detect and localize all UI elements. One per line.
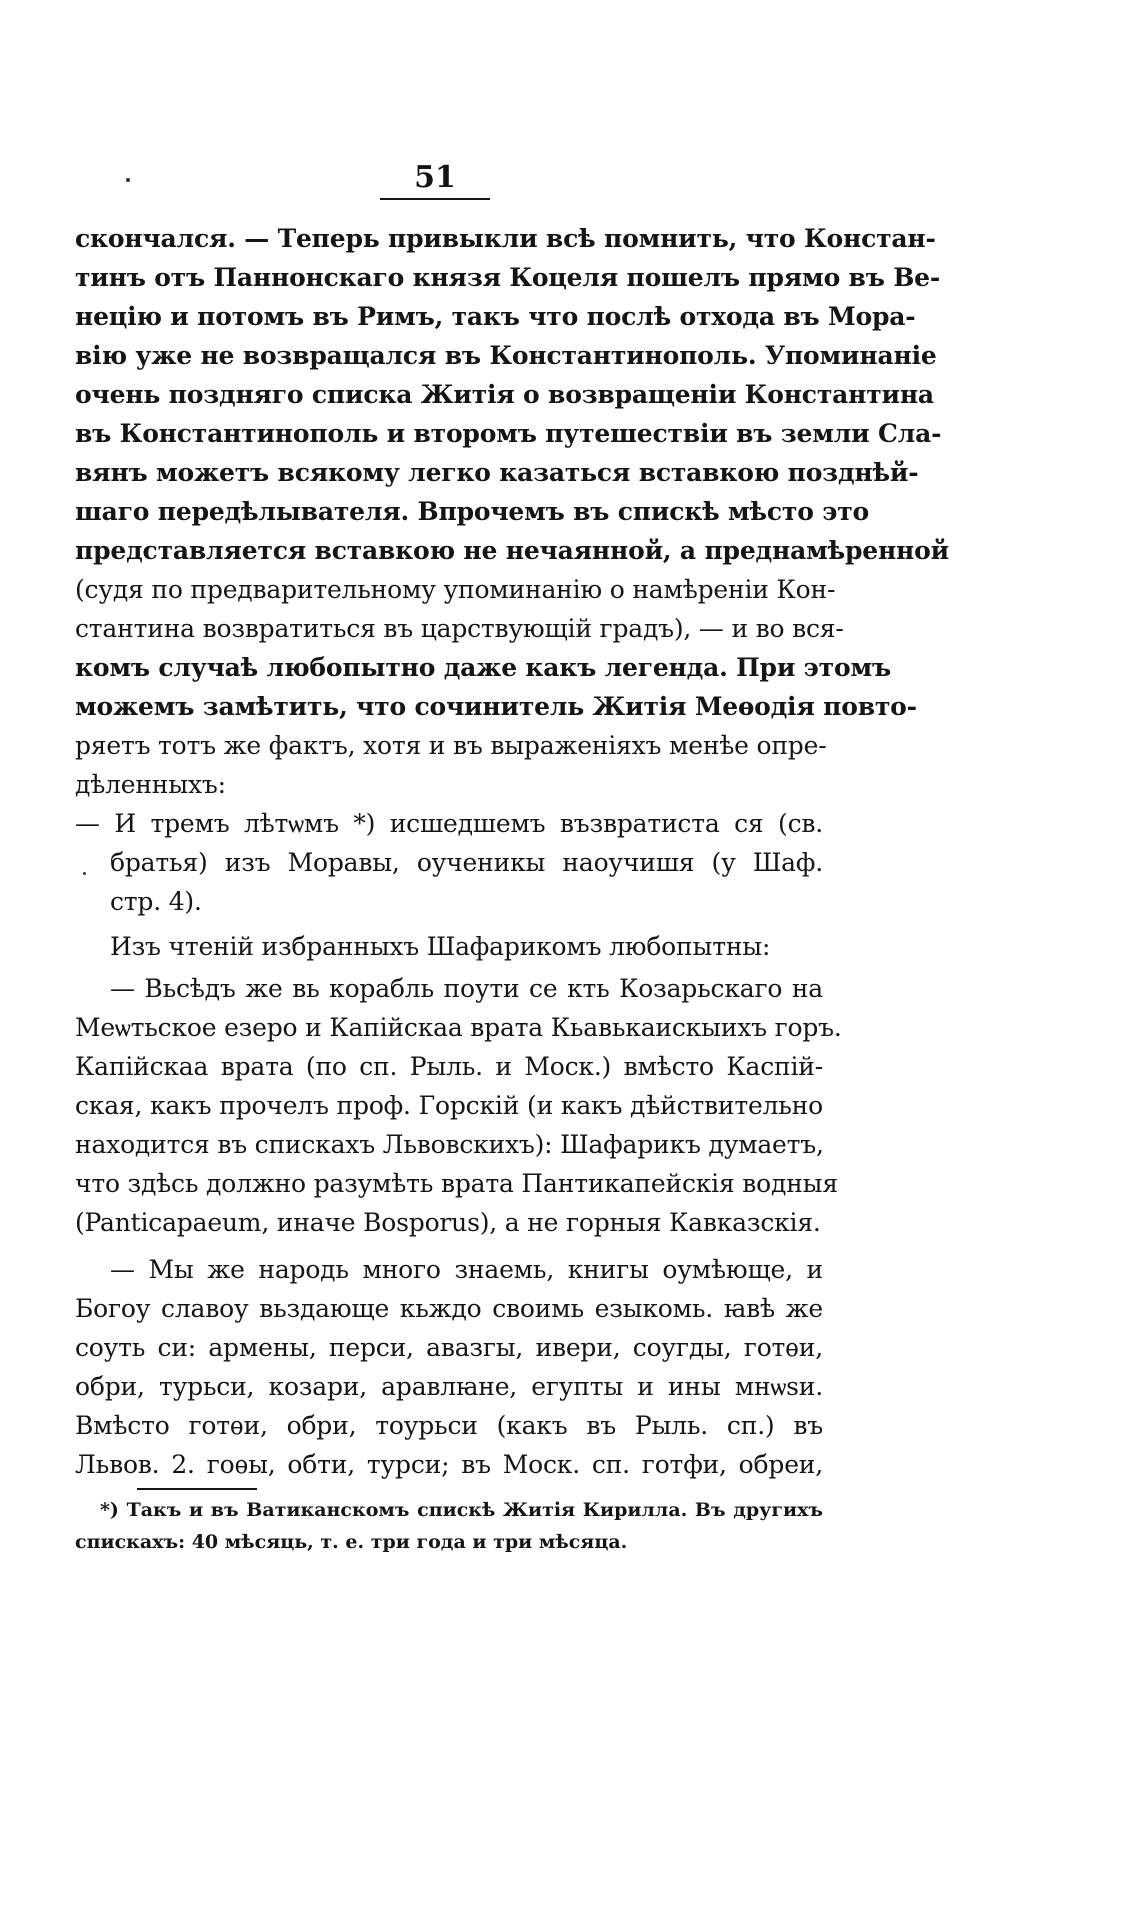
section-lead: Изъ чтеній избранныхъ Шафарикомъ любопытны: [110, 932, 771, 961]
text-line: представляется вставкою не нечаянной, а преднамѣренной [75, 536, 949, 565]
text-line: что здѣсь должно разумѣть врата Пантикапейскія водныя [75, 1169, 838, 1198]
print-speck [126, 178, 130, 182]
page-number: 51 [414, 160, 456, 195]
quote-line: братья) изъ Моравы, оученикы наоучишя (у Шаф. [110, 848, 823, 877]
text-line: Львов. 2. гоѳы, обти, турси; въ Моск. сп. готфи, обреи, [75, 1450, 823, 1479]
text-line: комъ случаѣ любопытно даже какъ легенда. При этомъ [75, 653, 891, 682]
text-line: соуть си: армены, перси, авазгы, ивери, соугды, готѳи, [75, 1333, 823, 1362]
text-line: шаго передѣлывателя. Впрочемъ въ спискѣ мѣсто это [75, 497, 869, 526]
text-line: очень поздняго списка Житія о возвращеніи Константина [75, 380, 934, 409]
text-line: можемъ замѣтить, что сочинитель Житія Меѳодія повто- [75, 692, 917, 721]
text-line: обри, турьси, козари, аравлꙗне, егупты и ины мнѡѕи. [75, 1372, 823, 1401]
text-line: дѣленныхъ: [75, 770, 226, 799]
text-line: Капійскаа врата (по сп. Рыль. и Моск.) вмѣсто Каспій- [75, 1052, 823, 1081]
print-speck [83, 872, 86, 875]
text-line: тинъ отъ Паннонскаго князя Коцеля пошелъ прямо въ Ве- [75, 263, 941, 292]
quote-line: — И тремъ лѣтѡмъ *) исшедшемъ възвратиста ся (св. [75, 809, 823, 838]
quote-line: стр. 4). [110, 887, 202, 916]
text-line: Меѡтьское езеро и Капійскаа врата Кьавькаискыихъ горъ. [75, 1013, 842, 1042]
page-number-rule [380, 198, 490, 200]
text-line: вію уже не возвращался въ Константинополь. Упоминаніе [75, 341, 937, 370]
text-line: Богоу славоу вьздающе кьждо своимь езыкомь. ꙗвѣ же [75, 1294, 823, 1323]
text-line: стантина возвратиться въ царствующій градъ), — и во вся- [75, 614, 844, 643]
text-line: ская, какъ прочелъ проф. Горскій (и какъ дѣйствительно [75, 1091, 823, 1120]
text-line: ряетъ тотъ же фактъ, хотя и въ выраженіяхъ менѣе опре- [75, 731, 827, 760]
text-line: (судя по предварительному упоминанію о намѣреніи Кон- [75, 575, 836, 604]
footnote-line: *) Такъ и въ Ватиканскомъ спискѣ Житія Кирилла. Въ другихъ [100, 1499, 823, 1521]
text-line: скончался. — Теперь привыкли всѣ помнить, что Констан- [75, 224, 936, 253]
footnote-rule [137, 1488, 257, 1490]
quote-line: — Вьсѣдъ же вь корабль поути се кть Козарьскаго на [110, 974, 823, 1003]
text-line: находится въ спискахъ Львовскихъ): Шафарикъ думаетъ, [75, 1130, 824, 1159]
footnote-line: спискахъ: 40 мѣсяць, т. е. три года и три мѣсяца. [75, 1531, 628, 1553]
text-line: (Panticapaeum, иначе Bosporus), а не горныя Кавказскія. [75, 1208, 821, 1237]
text-line: въ Константинополь и второмъ путешествіи въ земли Сла- [75, 419, 942, 448]
text-line: вянъ можетъ всякому легко казаться вставкою позднѣй- [75, 458, 919, 487]
quote-line: — Мы же народь много знаемь, книгы оумѣюще, и [110, 1255, 823, 1284]
text-line: Вмѣсто готѳи, обри, тоурьси (какъ въ Рыль. сп.) въ [75, 1411, 823, 1440]
text-line: нецію и потомъ въ Римъ, такъ что послѣ отхода въ Мора- [75, 302, 916, 331]
